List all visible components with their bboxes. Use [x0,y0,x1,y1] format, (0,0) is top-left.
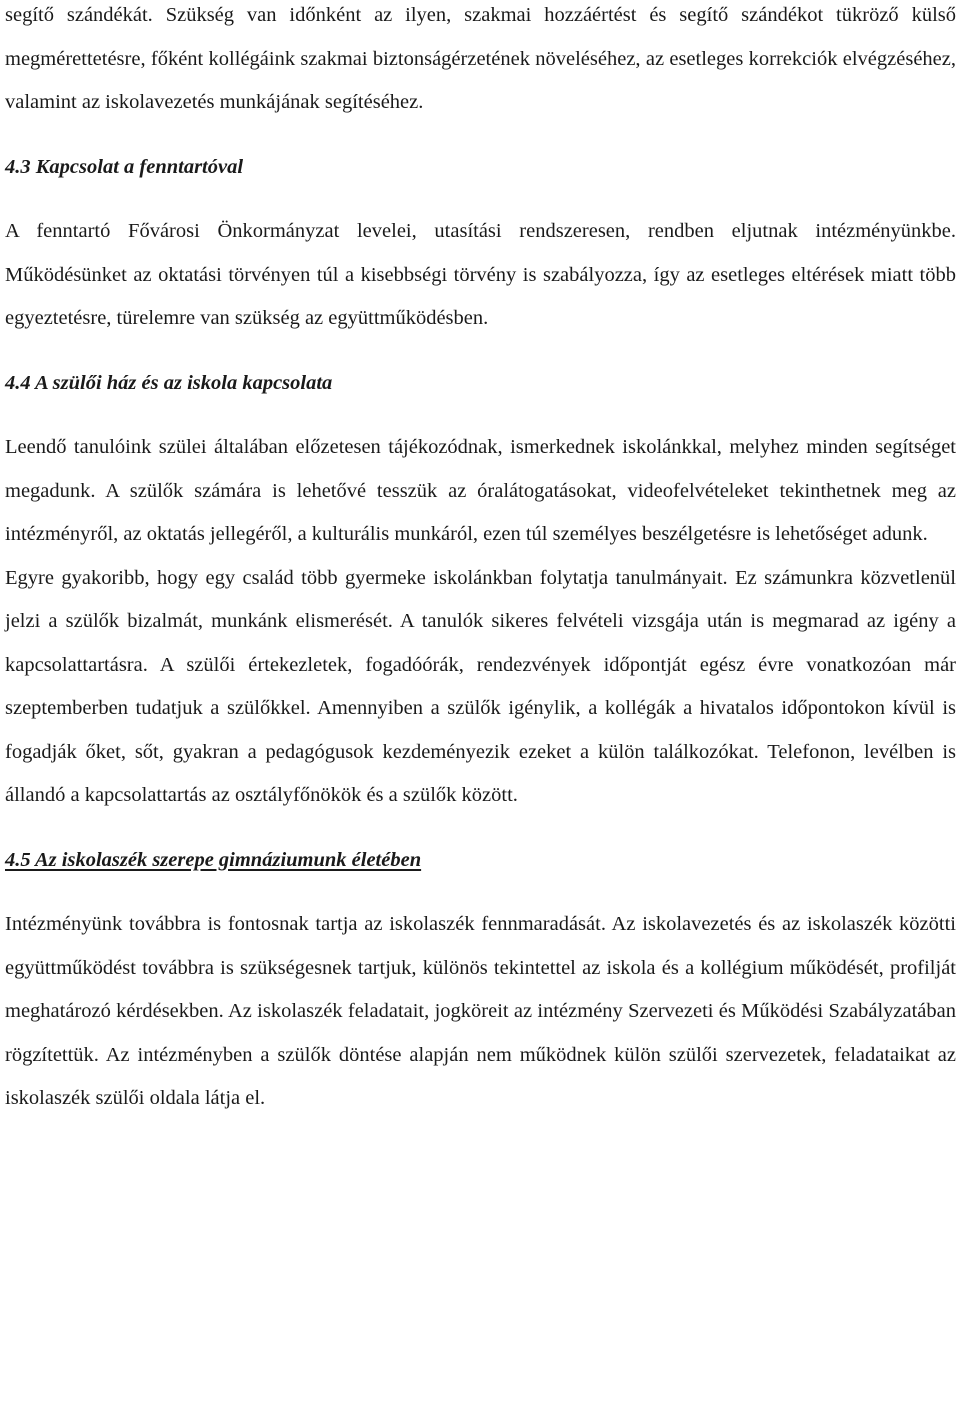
document-page [5,0,956,1121]
section-heading-4-5: 4.5 Az iskolaszék szerepe gimnáziumunk életében [5,848,422,871]
intro-paragraph: segítő szándékát. Szükség van időnként az ilyen, szakmai hozzáértést és segítő szándékot tükröző külső megmérettetésre, főként kollégáink szakmai biztonságérzetének növeléséhez, az esetleges korrekciók elvégzéséhez, valamint az iskolavezetés munkájának segítéséhez. [5,4,956,113]
section-4-4-paragraph-2: Egyre gyakoribb, hogy egy család több gyermeke iskolánkban folytatja tanulmányait. Ez számunkra közvetlenül jelzi a szülők bizalmát, munkánk elismerését. A tanulók sikeres felvételi vizsgája után is megmarad az igény a kapcsolattartásra. A szülői értekezletek, fogadóórák, rendezvények időpontját egész évre vonatkozóan már szeptemberben tudatjuk a szülőkkel. Amennyiben a szülők igénylik, a kollégák a hivatalos időpontokon kívül is fogadják őket, sőt, gyakran a pedagógusok kezdeményezik ezeket a külön találkozókat. Telefonon, levélben is állandó a kapcsolattartás az osztályfőnökök és a szülők között. [5,566,956,806]
section-heading-4-4: 4.4 A szülői ház és az iskola kapcsolata [5,371,333,394]
section-4-5-paragraph: Intézményünk továbbra is fontosnak tartja az iskolaszék fennmaradását. Az iskolavezetés és az iskolaszék közötti együttműködést továbbra is szükségesnek tartjuk, különös tekintettel az iskola és a kollégium működését, profilját meghatározó kérdésekben. Az iskolaszék feladatait, jogköreit az intézmény Szervezeti és Működési Szabályzatában rögzítettük. Az intézményben a szülők döntése alapján nem működnek külön szülői szervezetek, feladataikat az iskolaszék szülői oldala látja el. [5,913,956,1109]
section-4-4-paragraph-1: Leendő tanulóink szülei általában előzetesen tájékozódnak, ismerkednek iskolánkkal, melyhez minden segítséget megadunk. A szülők számára is lehetővé tesszük az óralátogatásokat, videofelvételeket tekinthetnek meg az intézményről, az oktatás jellegéről, a kulturális munkáról, ezen túl személyes beszélgetésre is lehetőséget adunk. [5,436,956,545]
section-4-3-paragraph: A fenntartó Fővárosi Önkormányzat levelei, utasítási rendszeresen, rendben eljutnak intézményünkbe. Működésünket az oktatási törvényen túl a kisebbségi törvény is szabályozza, így az esetleges eltérések miatt több egyeztetésre, türelemre van szükség az együttműködésben. [5,220,956,329]
section-heading-4-3: 4.3 Kapcsolat a fenntartóval [5,155,244,178]
